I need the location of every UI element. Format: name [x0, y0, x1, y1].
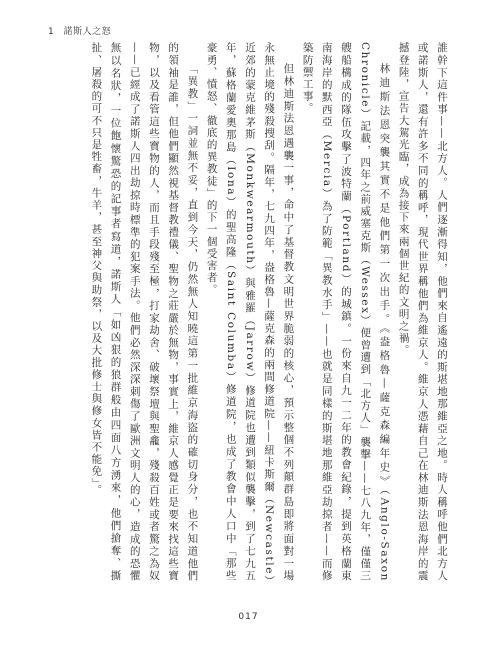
- running-header: [48, 24, 111, 37]
- chapter-title: 諾斯人之怒: [63, 27, 112, 37]
- chapter-number: 1: [48, 27, 55, 37]
- paragraph: 「異教」一詞並無不妥，直到今天，仍然無人知曉這第一批維京海盜的確切身分，也不知道他們的領袖是誰，但他們顯然視基督教禮儀、聖物之莊嚴於無物，事實上，維京人感覺正是要來找這些寶物，以及看管這些寶物的人，而且手段殘至極，打家劫舍、破壞祭壇與聖龕，殘殺百姓或者驚之為奴——已經成了諾斯人四出劫掠時標準的犯案手法。他們必然深深刺傷了歐洲文明人的心，造成的恐懼無以名狀，一位飽懷驚恐的記事者寫道，諾斯人「如凶狠的狼群般由四面八方湧來，他們搶奪、撕扯、屠殺的可不只是牲畜，牛羊，甚至神父與助祭，以及大批修士與修女皆不能免」。: [90, 42, 199, 582]
- paragraph: 誰幹下這件事——北方人。人們逐漸得知，他們來自遙遠的斯堪地那維亞之地。時人稱呼他們北方人或諾斯人，還有許多不同的稱呼，現代世界稱他們為維京人。維京人憑藉自己在林迪斯法恩海岸的震撼登陸，宣告大駕光臨，成為接下來兩個世紀的文明之禍。: [397, 42, 448, 582]
- paragraph: 但林迪斯法恩遇襲一事，命中了基督教文明世界脆弱的核心，預示整個不列顛群島即將面對一場永無止境的殘殺搜刮。隔年，七九四年，盎格魯—薩克森的兩間修道院——紐卡斯爾（Newcastle）近郊的蒙克維茅斯（Monkwearmouth）與雅羅（Jarrow）修道院也遭到類似襲擊，到了七九五年，蘇格蘭愛奧那島（Iona）的聖高隆（Saint Columba）修道院，也成了教會中人口中「那些豪勇、憤怒、徹底的異教徒」的下一個受害者。: [205, 42, 295, 582]
- body-text: [86, 42, 451, 582]
- paragraph: 林迪斯法恩突襲其實不是他們第一次出手。《盎格魯—薩克森編年史》（Anglo-Saxon Chronicle）記載，四年之前威塞克斯（Wessex）便曾遭到「北方人」襲擊——七八九年，僅僅三艘船構成的隊伍攻擊了波特蘭（Portland）的城鎮。一份來自九一二年的教會紀錄，提到英格蘭東南海岸的默西亞（Mercia）為了防範「異教水手」——也就是同樣的斯堪地那維亞劫掠者——而修築防禦工事。: [301, 42, 391, 582]
- page-number: 017: [238, 612, 259, 622]
